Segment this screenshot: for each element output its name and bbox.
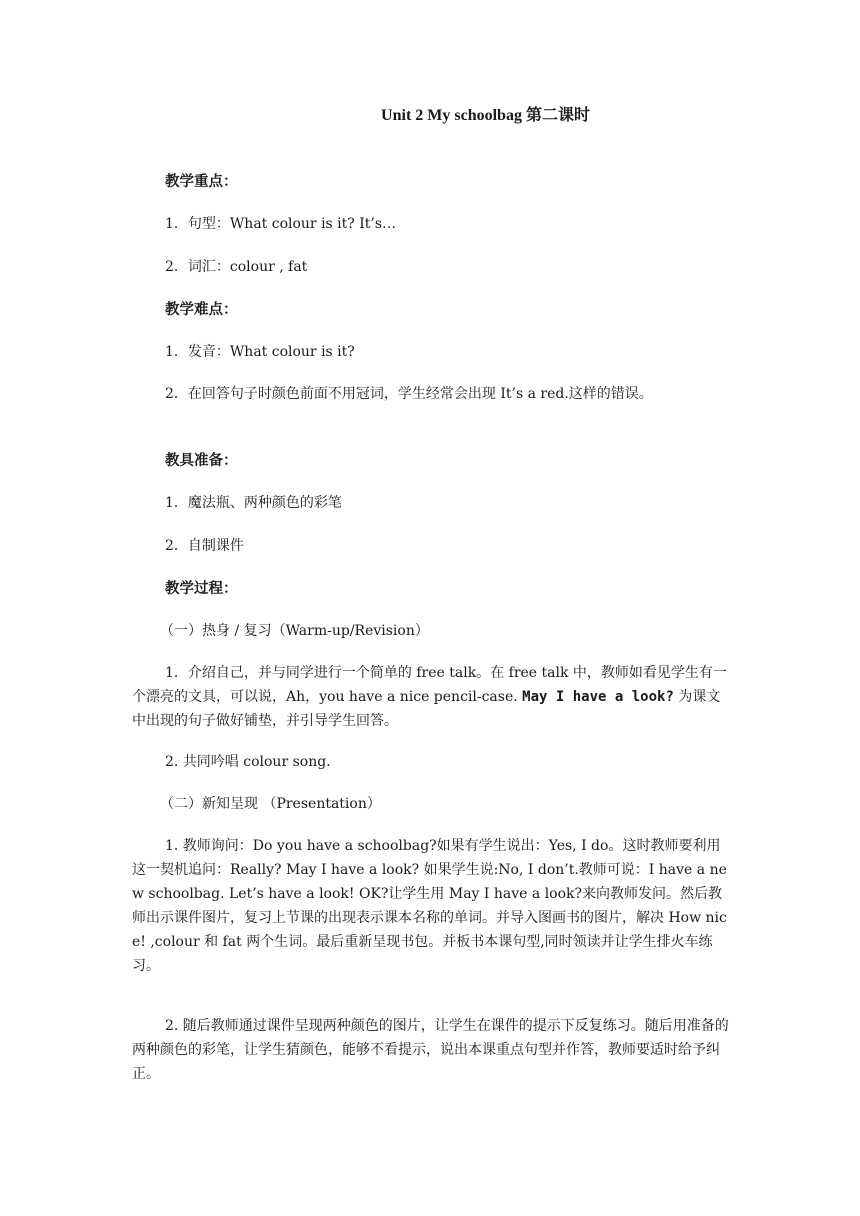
difficult-points-heading: 教学难点： — [165, 301, 238, 318]
warmup-heading: （一）热身 / 复习（Warm-up/Revision） — [160, 623, 429, 639]
process-heading: 教学过程： — [165, 580, 238, 597]
presentation-item-2: 2. 随后教师通过课件呈现两种颜色的图片，让学生在课件的提示下反复练习。随后用准备的两种颜色的彩笔，让学生猜颜色，能够不看提示，说出本课重点句型并作答，教师要适时给予纠正。 — [132, 1018, 729, 1082]
teaching-aids-item-2: 2．自制课件 — [165, 538, 244, 554]
difficult-points-item-1: 1．发音：What colour is it? — [165, 344, 355, 360]
key-points-heading: 教学重点： — [165, 173, 238, 190]
warmup-item-1 — [132, 661, 732, 733]
teaching-aids-item-1: 1．魔法瓶、两种颜色的彩笔 — [165, 495, 342, 511]
key-points-item-1: 1．句型：What colour is it? It’s… — [165, 216, 397, 232]
presentation-item-1: 1. 教师询问：Do you have a schoolbag?如果有学生说出：Yes, I do。这时教师要利用这一契机追问：Really? May I have a look? 如果学生说:No, I don’t.教师可说：I have a new schoolbag. Let’s have a look! OK?让学生用 May I have a look?来向教师发问。然后教师出示课件图片，复习上节课的出现表示课本名称的单词。并导入图画书的图片，解决 How nice! ,colour 和 fat 两个生词。最后重新呈现书包。并板书本课句型,同时领读并让学生排火车练习。 — [132, 838, 727, 974]
warmup-item-2: 2. 共同吟唱 colour song. — [165, 754, 331, 770]
teaching-aids-heading: 教具准备： — [165, 452, 238, 469]
warmup-item-1-bold-question: May I have a look? — [522, 689, 674, 705]
presentation-heading: （二）新知呈现 （Presentation） — [160, 796, 381, 812]
warmup-item-1-text-a: 1．介绍自己，并与同学进行一个简单的 free talk。在 free talk 中，教师如看见学生有一个漂亮的文具，可以说，Ah，you have a nice pencil-case. — [132, 665, 727, 705]
difficult-points-item-2: 2．在回答句子时颜色前面不用冠词，学生经常会出现 It’s a red.这样的错误。 — [165, 386, 653, 402]
warmup-item-1-text-b: 为课文中出现的句子做好铺垫，并引导学生回答。 — [132, 689, 721, 729]
key-points-item-2: 2．词汇：colour , fat — [165, 259, 308, 275]
document-title: Unit 2 My schoolbag 第二课时 — [381, 107, 590, 124]
